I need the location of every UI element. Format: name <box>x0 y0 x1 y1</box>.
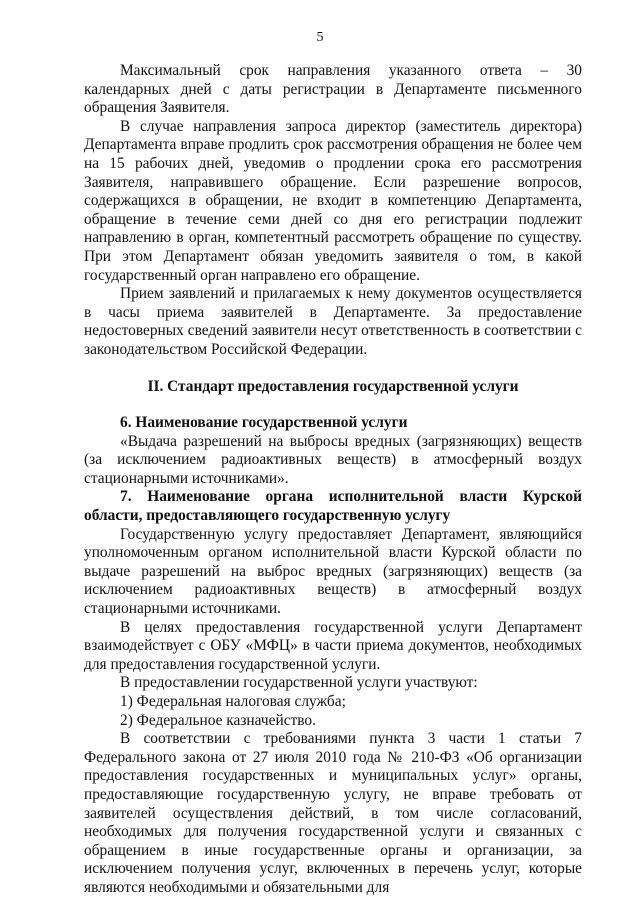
document-body <box>84 62 582 898</box>
paragraph-response-deadline: Максимальный срок направления указанного ответа – 30 календарных дней с даты регистрации в Департаменте письменного обращения Заявителя. <box>84 62 582 117</box>
paragraph-authority-provides: Государственную услугу предоставляет Департамент, являющийся уполномоченным органом исполнительной власти Курской области по выдаче разрешений на выброс вредных (загрязняющих) веществ (за исключением радиоактивных веществ) в атмосферный воздух стационарными источниками. <box>84 525 582 618</box>
paragraph-service-name: «Выдача разрешений на выбросы вредных (загрязняющих) веществ (за исключением радиоактивных веществ) в атмосферный воздух стационарными источниками». <box>84 432 582 487</box>
paragraph-reception-of-applications: Прием заявлений и прилагаемых к нему документов осуществляется в часы приема заявителей в Департаменте. За предоставление недостоверных сведений заявители несут ответственность в соответствии с законодательством Российской Федерации. <box>84 285 582 358</box>
list-item-tax-service: 1) Федеральная налоговая служба; <box>120 693 346 710</box>
section-title: II. Стандарт предоставления государственной услуги <box>147 377 519 395</box>
heading-authority-name: 7. Наименование органа исполнительной власти Курской области, предоставляющего государственную услугу <box>84 488 582 525</box>
paragraph-interaction-mfc: В целях предоставления государственной услуги Департамент взаимодействует с ОБУ «МФЦ» в части приема документов, необходимых для предоставления государственной услуги. <box>84 618 582 673</box>
page-number: 5 <box>316 30 324 45</box>
paragraph-participants-intro: В предоставлении государственной услуги участвуют: <box>120 674 478 692</box>
paragraph-extension-of-term: В случае направления запроса директор (заместитель директора) Департамента вправе продлить срок рассмотрения обращения не более чем на 15 рабочих дней, уведомив о продлении срока его рассмотрения Заявителя, направившего обращение. Если разрешение вопросов, содержащихся в обращении, не входит в компетенцию Департамента, обращение в течение семи дней со дня его регистрации подлежит направлению в орган, компетентный рассмотреть обращение по существу. При этом Департамент обязан уведомить заявителя о том, в какой государственный орган направлено его обращение. <box>84 117 582 284</box>
paragraph-federal-law-requirements: В соответствии с требованиями пункта 3 части 1 статьи 7 Федерального закона от 27 июля 2010 года № 210-ФЗ «Об организации предоставления государственных и муниципальных услуг» органы, предоставляющие государственную услугу, не вправе требовать от заявителей осуществления действий, в том числе согласований, необходимых для получения государственной услуги и связанных с обращением в иные государственные органы и организации, за исключением получения услуг, включенных в перечень услуг, которые являются необходимыми и обязательными для <box>84 730 582 896</box>
list-item-treasury: 2) Федеральное казначейство. <box>120 711 316 729</box>
heading-service-name: 6. Наименование государственной услуги <box>120 414 408 432</box>
